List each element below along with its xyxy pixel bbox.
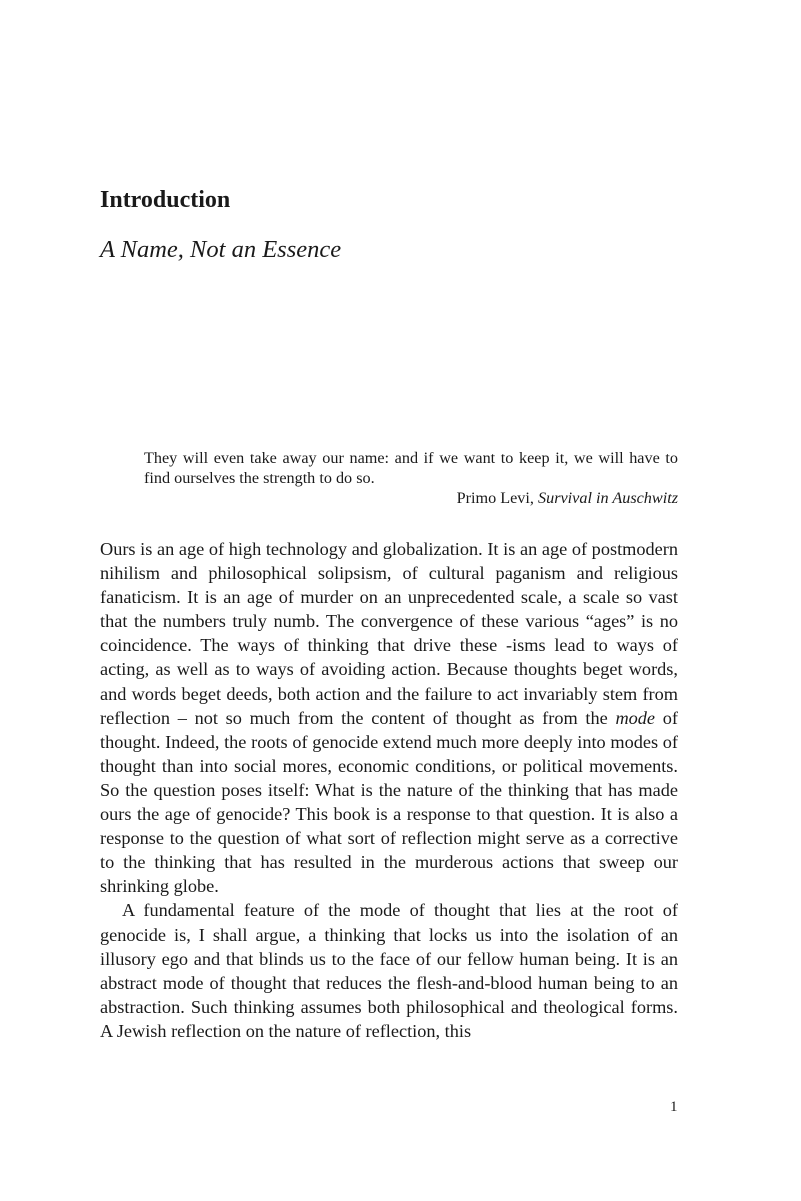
chapter-label: Introduction [100,187,231,213]
page-number: 1 [670,1099,678,1115]
chapter-title: A Name, Not an Essence [100,236,342,263]
epigraph-attribution [144,488,678,508]
paragraph-2: A fundamental feature of the mode of thought that lies at the root of genocide is, I shall argue, a thinking that locks us into the isolation of an illusory ego and that blinds us to the face of our fellow human being. It is an abstract mode of thought that reduces the flesh-and-blood human being to an abstraction. Such thinking assumes both philosophical and theological forms. A Jewish reflection on the nature of reflection, this [100,900,678,1041]
body-text [100,537,678,1043]
paragraph-1-emphasis: mode [615,707,656,728]
paragraph-1 [100,537,678,898]
epigraph-quote: They will even take away our name: and if we want to keep it, we will have to find ourselves the strength to do so. [144,449,678,487]
epigraph-work: Survival in Auschwitz [538,489,678,507]
paragraph-1-part-2: of thought. Indeed, the roots of genocide extend much more deeply into modes of thought than into social mores, economic conditions, or political movements. So the question poses itself: What is the nature of the thinking that has made ours the age of genocide? This book is a response to that question. It is also a response to the question of what sort of reflection might serve as a corrective to the thinking that has resulted in the murderous actions that sweep our shrinking globe. [100,707,678,897]
paragraph-1-part-1: Ours is an age of high technology and globalization. It is an age of postmodern nihilism and philosophical solipsism, of cultural paganism and religious fanaticism. It is an age of murder on an unprecedented scale, a scale so vast that the numbers truly numb. The convergence of these various “ages” is no coincidence. The ways of thinking that drive these -isms lead to ways of acting, as well as to ways of avoiding action. Because thoughts beget words, and words beget deeds, both action and the failure to act invariably stem from reflection – not so much from the content of thought as from the [100,539,678,728]
epigraph-author: Primo Levi, [456,489,538,507]
epigraph [144,448,678,508]
